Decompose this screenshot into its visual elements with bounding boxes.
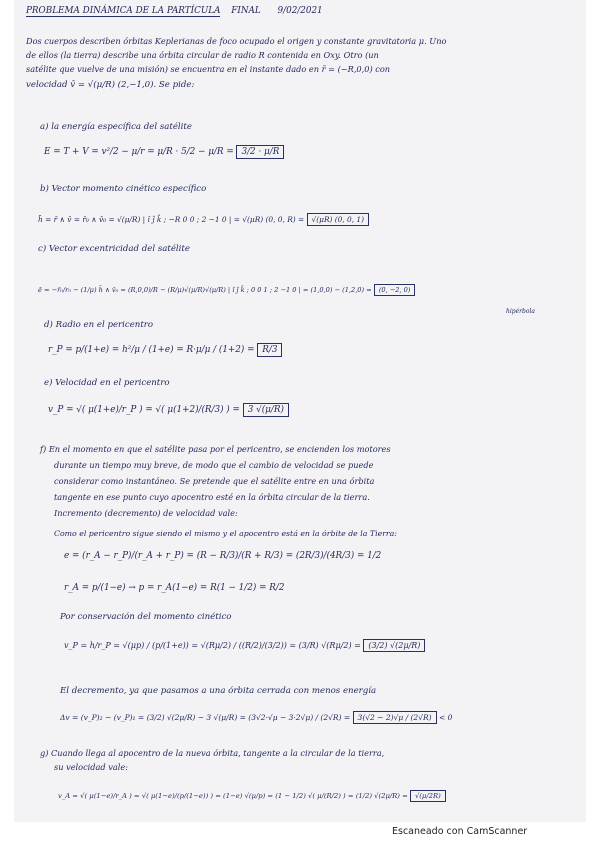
part-f-velocity-result: (3/2) √(2μ/R)	[363, 639, 425, 652]
part-d-result: R/3	[257, 343, 282, 357]
part-f-decrement-note: El decremento, ya que pasamos a una órbita cerrada con menos energía	[60, 686, 377, 696]
statement-line-2: de ellos (la tierra) describe una órbita circular de radio R contenida en Oxy. Otro (un	[26, 50, 379, 60]
part-f-delta-v-result: 3(√2 − 2)√μ / (2√R)	[353, 711, 437, 724]
part-b-result: √(μR) (0, 0, 1)	[307, 213, 369, 226]
statement-line-4: velocidad v̄ = √(μ/R) (2,−1,0). Se pide:	[26, 80, 195, 90]
part-g-line-2: su velocidad vale:	[54, 762, 128, 772]
part-f-less-than-zero: < 0	[438, 713, 453, 722]
part-c-title: c) Vector excentricidad del satélite	[38, 244, 190, 254]
part-f-velocity: v_P = h/r_P = √(μp) / (p/(1+e)) = √(Rμ/2) / ((R/2)/(3/2)) = (3/R) √(Rμ/2) = (3/2) √(2μ/R)	[64, 640, 425, 652]
part-a-result: 3/2 · μ/R	[236, 145, 284, 159]
part-f-apocenter: r_A = p/(1−e) → p = r_A(1−e) = R(1 − 1/2) = R/2	[64, 583, 285, 593]
part-d-title: d) Radio en el pericentro	[44, 320, 154, 330]
part-a-equation: E = T + V = v²/2 − μ/r = μ/R · 5/2 − μ/R = 3/2 · μ/R	[44, 146, 284, 158]
part-f-eccentricity: e = (r_A − r_P)/(r_A + r_P) = (R − R/3)/(R + R/3) = (2R/3)/(4R/3) = 1/2	[64, 551, 382, 561]
scanner-watermark: Escaneado con CamScanner	[392, 826, 528, 837]
part-b-title: b) Vector momento cinético específico	[40, 184, 207, 194]
part-c-equation: ē = −r̄₀/r₀ − (1/μ) h̄ ∧ v̄₀ = (R,0,0)/R − (R/μ)√(μ/R)√(μ/R) | î ĵ k̂ ; 0 0 1 ; 2 −1 0 | = (1,0,0) − (1,2,0) = (0, −2, 0)	[38, 284, 415, 296]
part-f-line-3: considerar como instantáneo. Se pretende que el satélite entre en una órbita	[54, 476, 375, 486]
part-g-result: √(μ/2R)	[410, 790, 446, 802]
part-f-conservation-note: Por conservación del momento cinético	[60, 612, 232, 622]
part-f-line-5: Incremento (decremento) de velocidad vale:	[54, 508, 238, 518]
part-f-line-1: f) En el momento en que el satélite pasa por el pericentro, se encienden los motores	[40, 444, 391, 454]
statement-line-1: Dos cuerpos describen órbitas Keplerianas de foco ocupado el origen y constante gravitatoria μ. Uno	[26, 36, 447, 46]
part-b-equation: h̄ = r̄ ∧ v̄ = r̄₀ ∧ v̄₀ = √(μ/R) | î ĵ k̂ ; −R 0 0 ; 2 −1 0 | = √(μR) (0, 0, R) = √(μR) (0, 0, 1)	[38, 214, 369, 226]
part-c-result: (0, −2, 0)	[374, 284, 416, 296]
part-d-equation: r_P = p/(1+e) = h²/μ / (1+e) = R·μ/μ / (1+2) = R/3	[48, 344, 282, 356]
part-g-equation: v_A = √( μ(1−e)/r_A ) = √( μ(1−e)/(p/(1−e)) ) = (1−e) √(μ/p) = (1 − 1/2) √( μ/(R/2) ) = (1/2) √(2μ/R) = √(μ/2R)	[58, 790, 446, 802]
exam-date: 9/02/2021	[277, 6, 323, 16]
part-a-title: a) la energía específica del satélite	[40, 122, 192, 132]
scanned-page	[14, 0, 586, 822]
part-f-delta-v: Δv = (v_P)₂ − (v_P)₁ = (3/2) √(2μ/R) − 3 √(μ/R) = (3√2·√μ − 3·2√μ) / (2√R) = 3(√2 − 2)√μ / (2√R) < 0	[60, 713, 453, 722]
part-e-equation: v_P = √( μ(1+e)/r_P ) = √( μ(1+2)/(R/3) ) = 3 √(μ/R)	[48, 404, 289, 416]
part-f-pericenter-note: Como el pericentro sigue siendo el mismo y el apocentro está en la órbite de la Tierra:	[54, 529, 397, 538]
exam-label: FINAL	[231, 6, 261, 16]
part-c-note: hipérbola	[506, 308, 535, 315]
part-e-title: e) Velocidad en el pericentro	[44, 378, 170, 388]
header-line	[26, 6, 323, 17]
part-g-line-1: g) Cuando llega al apocentro de la nueva órbita, tangente a la circular de la tierra,	[40, 748, 385, 758]
problem-title: PROBLEMA DINÁMICA DE LA PARTÍCULA	[26, 6, 221, 16]
part-e-result: 3 √(μ/R)	[243, 403, 289, 417]
part-f-line-4: tangente en ese punto cuyo apocentro esté en la órbita circular de la tierra.	[54, 492, 370, 502]
part-f-line-2: durante un tiempo muy breve, de modo que el cambio de velocidad se puede	[54, 460, 374, 470]
statement-line-3: satélite que vuelve de una misión) se encuentra en el instante dado en r̄ = (−R,0,0) con	[26, 64, 391, 74]
